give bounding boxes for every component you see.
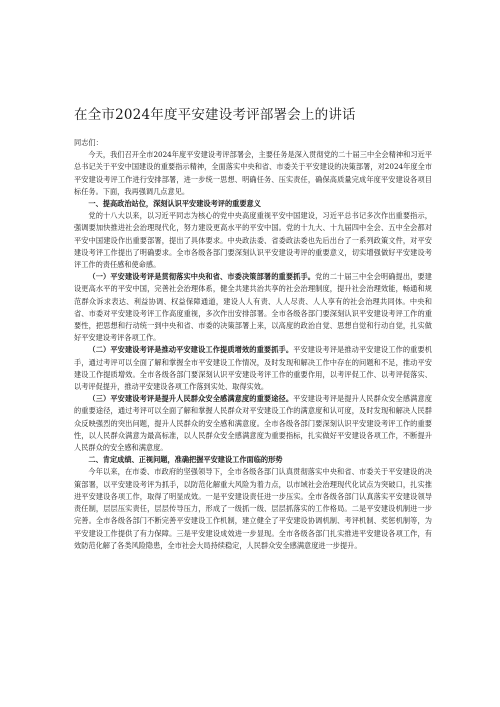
subsection-3-lead: （三）平安建设考评是提升人民群众安全感满意度的重要途径。	[88, 394, 294, 404]
section-2-heading: 二、肯定成绩、正视问题，准确把握平安建设工作面临的形势	[88, 455, 283, 465]
subsection-1-paragraph	[74, 271, 432, 344]
subsection-3-text: 平安建设考评是提升人民群众安全感满意度的重要途径，通过考评可以全面了解和掌握人民群众对平安建设工作的满意度和认可度，及时发现和解决人民群众反映强烈的突出问题，提升人民群众的安全感和满意度。全市各级各部门要深刻认识平安建设考评工作的重要性，以人民群众满意为最高标准，以人民群众安全感满意度为重要指标，扎实做好平安建设各项工作，不断提升人民群众的安全感和满意度。	[74, 394, 432, 453]
subsection-2-paragraph	[74, 344, 432, 393]
document-body	[74, 106, 432, 552]
section-2-paragraph: 今年以来，在市委、市政府的坚强领导下，全市各级各部门认真贯彻落实中央和省、市委关于平安建设的决策部署，以平安建设考评为抓手，以防范化解重大风险为着力点，以市域社会治理现代化试点为突破口，扎实推进平安建设各项工作，取得了明显成效。一是平安建设责任进一步压实。全市各级各部门认真落实平安建设领导责任制，层层压实责任，层层传导压力，形成了一级抓一级、层层抓落实的工作格局。二是平安建设机制进一步完善。全市各级各部门不断完善平安建设工作机制，建立健全了平安建设协调机制、考评机制、奖惩机制等，为平安建设工作提供了有力保障。三是平安建设成效进一步显现。全市各级各部门扎实推进平安建设各项工作，有效防范化解了各类风险隐患，全市社会大局持续稳定，人民群众安全感满意度进一步提升。	[74, 467, 432, 550]
subsection-1-lead: （一）平安建设考评是贯彻落实中央和省、市委决策部署的重要抓手。	[88, 272, 316, 282]
subsection-2-lead: （二）平安建设考评是推动平安建设工作提质增效的重要抓手。	[88, 345, 294, 355]
greeting: 同志们：	[74, 138, 103, 147]
intro-paragraph: 今天，我们召开全市2024年度平安建设考评部署会，主要任务是深入贯彻党的二十届三中全会精神和习近平总书记关于平安中国建设的重要指示精神，全面落实中央和省、市委关于平安建设的决策部署，对2024年度全市平安建设考评工作进行安排部署，进一步统一思想、明确任务、压实责任，确保高质量完成年度平安建设各项目标任务。下面，我再强调几点意见。	[74, 150, 432, 196]
subsection-3-paragraph	[74, 393, 432, 454]
section-1-paragraph: 党的十八大以来，以习近平同志为核心的党中央高度重视平安中国建设，习近平总书记多次作出重要指示，强调要加快推进社会治理现代化，努力建设更高水平的平安中国。党的十九大、十九届四中全会、五中全会都对平安中国建设作出重要部署，提出了具体要求。中央政法委、省委政法委也先后出台了一系列政策文件，对平安建设考评工作提出了明确要求。全市各级各部门要深刻认识平安建设考评的重要意义，切实增强做好平安建设考评工作的责任感和使命感。	[74, 211, 432, 270]
document-title: 在全市2024年度平安建设考评部署会上的讲话	[74, 107, 356, 123]
section-1-heading: 一、提高政治站位，深刻认识平安建设考评的重要意义	[88, 199, 261, 209]
subsection-2-text: 平安建设考评是推动平安建设工作的重要机手，通过考评可以全面了解和掌握全市平安建设工作情况，及时发现和解决工作中存在的问题和不足，推动平安建设工作提质增效。全市各级各部门要深刻认识平安建设考评工作的重要作用，以考评促工作、以考评促落实、以考评促提升，推动平安建设各项工作落到实处、取得实效。	[74, 345, 432, 392]
subsection-1-text: 党的二十届三中全会明确提出，要建设更高水平的平安中国，完善社会治理体系，健全共建共治共享的社会治理制度，提升社会治理效能，畅通和规范群众诉求表达、利益协调、权益保障通道，建设人人有责、人人尽责、人人享有的社会治理共同体。中央和省、市委对平安建设考评工作高度重视，多次作出安排部署。全市各级各部门要深刻认识平安建设考评工作的重要性，把思想和行动统一到中央和省、市委的决策部署上来，以高度的政治自觉、思想自觉和行动自觉，扎实做好平安建设考评各项工作。	[74, 272, 432, 343]
